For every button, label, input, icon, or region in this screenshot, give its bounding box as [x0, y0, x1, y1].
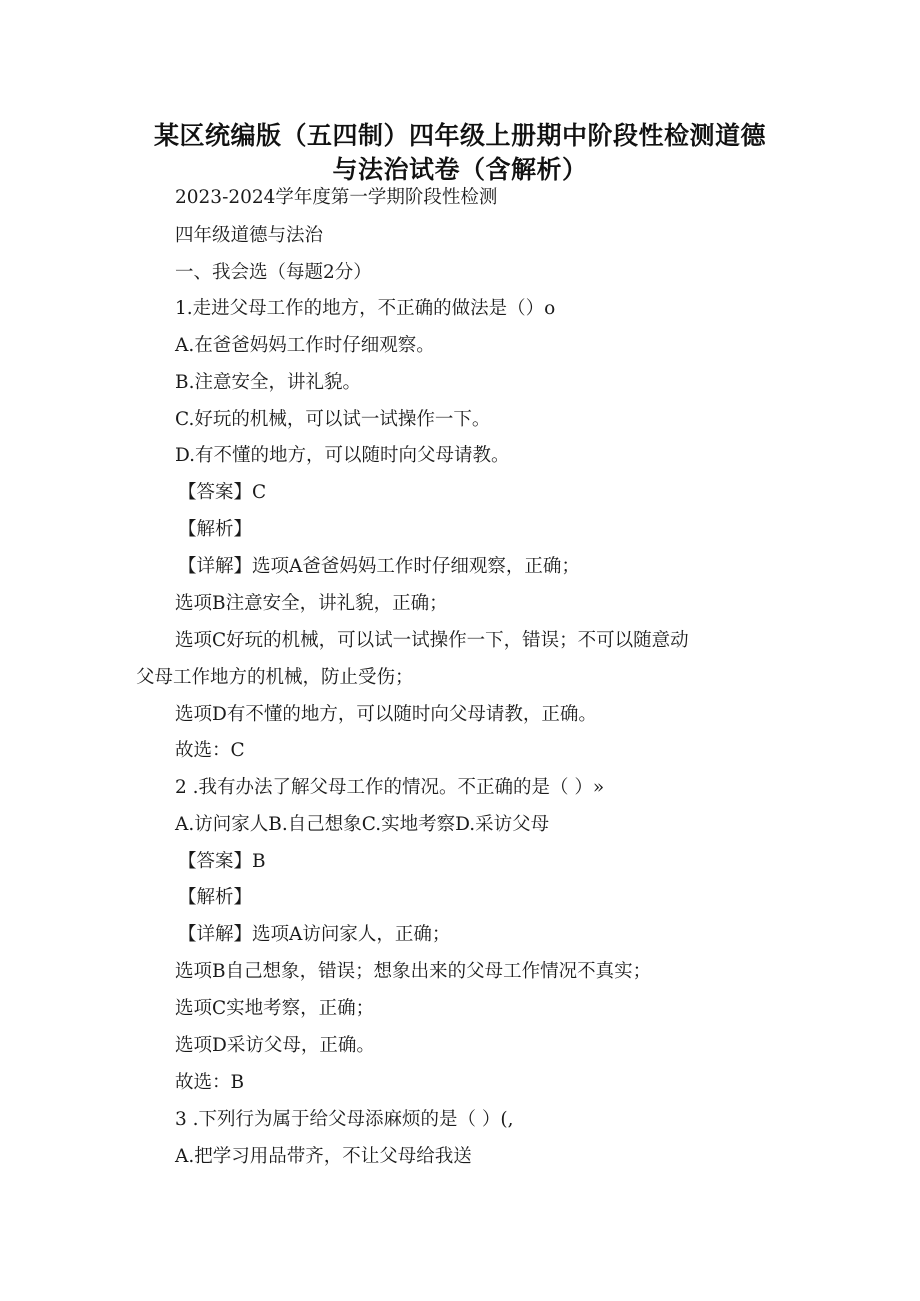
q1-answer: 【答案】C [178, 482, 267, 503]
section-heading: 一、我会选（每题2分） [175, 262, 372, 283]
q1-detail-b: 选项B注意安全，讲礼貌，正确； [175, 593, 448, 614]
document-title-line2: 与法治试卷（含解析） [332, 155, 588, 184]
q1-analysis: 【解析】 [178, 519, 253, 540]
q1-detail-a: 【详解】选项A爸爸妈妈工作时仔细观察，正确； [178, 556, 580, 577]
q2-answer: 【答案】B [178, 851, 266, 872]
q1-choice: 故选：C [175, 740, 245, 761]
q2-analysis: 【解析】 [178, 887, 253, 908]
q1-option-c: C.好玩的机械，可以试一试操作一下。 [175, 409, 491, 430]
q2-detail-a: 【详解】选项A访问家人，正确； [178, 924, 451, 945]
q2-detail-b: 选项B自己想象，错误；想象出来的父母工作情况不真实； [175, 961, 652, 982]
document-title-line1: 某区统编版（五四制）四年级上册期中阶段性检测道德 [153, 121, 766, 150]
q1-detail-c-line1: 选项C好玩的机械，可以试一试操作一下，错误；不可以随意动 [175, 630, 689, 651]
q1-option-a: A.在爸爸妈妈工作时仔细观察。 [175, 335, 435, 356]
subtitle-subject: 四年级道德与法治 [175, 225, 324, 246]
q2-options: A.访问家人B.自己想象C.实地考察D.采访父母 [175, 814, 550, 835]
q2-choice: 故选：B [175, 1072, 245, 1093]
q1-detail-c-line2: 父母工作地方的机械，防止受伤； [136, 667, 414, 688]
q1-stem: 1.走进父母工作的地方，不正确的做法是（）o [175, 298, 556, 319]
subtitle-year: 2023-2024学年度第一学期阶段性检测 [175, 187, 498, 208]
q2-stem: 2 .我有办法了解父母工作的情况。不正确的是（ ）» [175, 777, 605, 798]
q1-option-b: B.注意安全，讲礼貌。 [175, 372, 361, 393]
q2-detail-d: 选项D采访父母，正确。 [175, 1035, 375, 1056]
q3-option-a: A.把学习用品带齐，不让父母给我送 [175, 1146, 472, 1167]
q3-stem: 3 .下列行为属于给父母添麻烦的是（ ）(, [175, 1109, 514, 1130]
q1-option-d: D.有不懂的地方，可以随时向父母请教。 [175, 445, 510, 466]
q1-detail-d: 选项D有不懂的地方，可以随时向父母请教，正确。 [175, 704, 597, 725]
q2-detail-c: 选项C实地考察，正确； [175, 998, 375, 1019]
